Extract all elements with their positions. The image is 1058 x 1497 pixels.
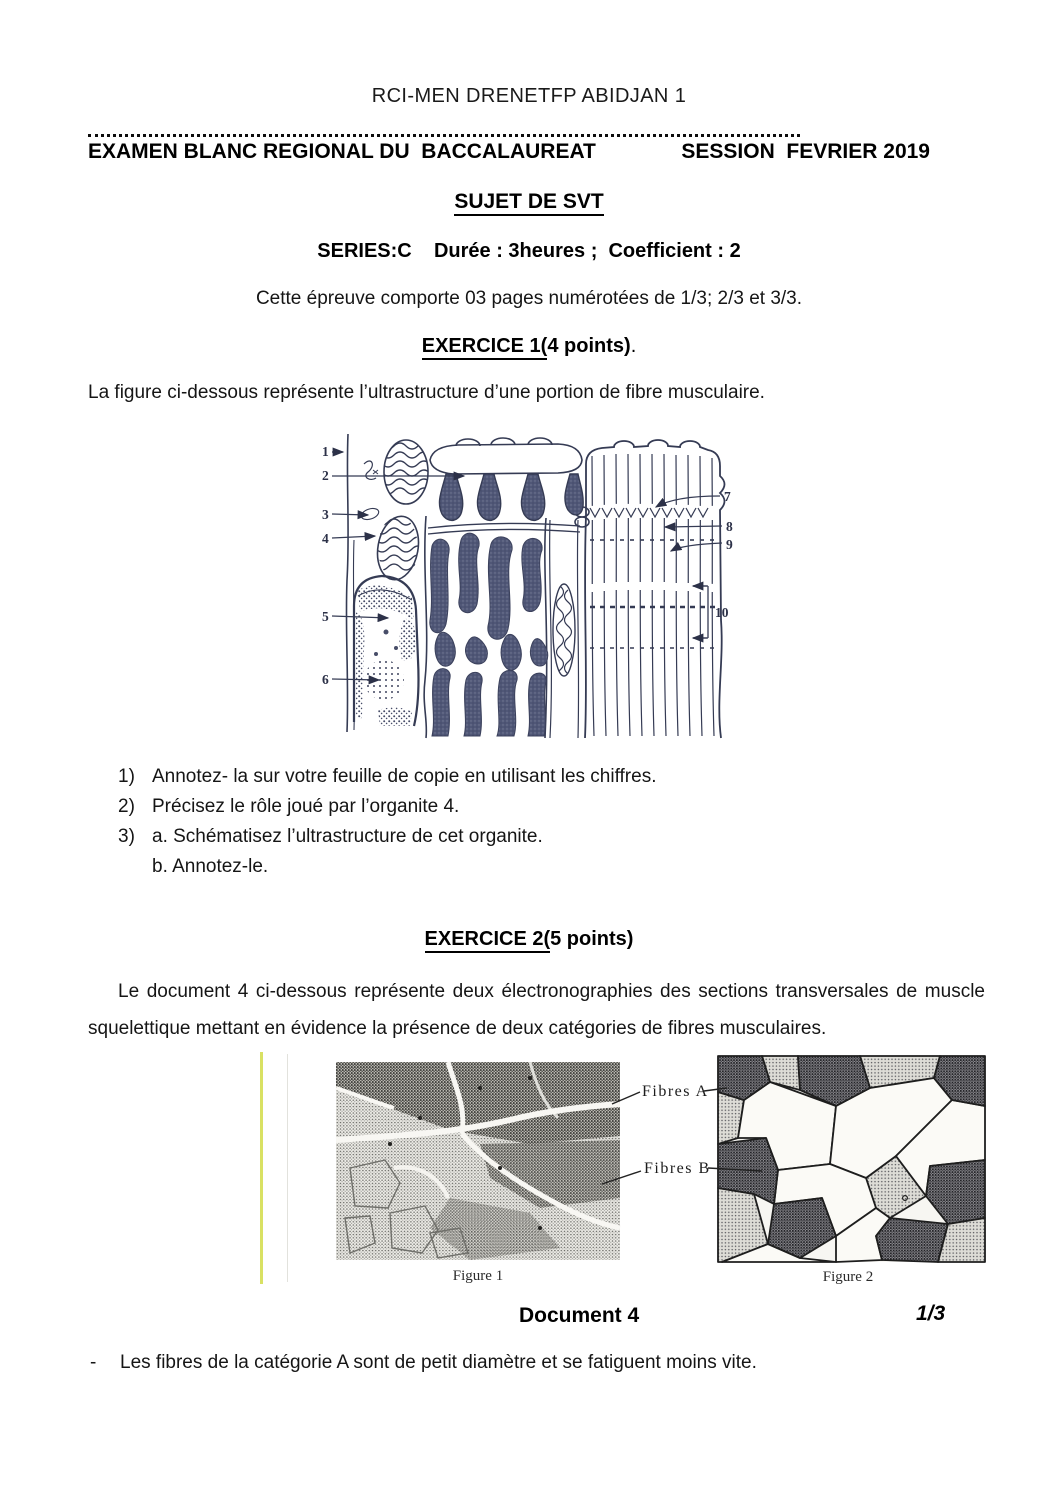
page-number: 1/3 — [916, 1302, 946, 1325]
figure-label-8: 8 — [726, 519, 733, 534]
bullet-dash: - — [90, 1352, 97, 1373]
exercise1-intro: La figure ci-dessous représente l’ultrastructure d’une portion de fibre musculaire. — [88, 382, 765, 403]
figure-label-4: 4 — [322, 531, 329, 546]
exercise2-intro: Le document 4 ci-dessous représente deux électronographies des sections transversales de muscle squelettique mettant en évidence la présence de deux catégories de fibres musculaires. — [88, 981, 985, 1039]
micrograph-figure1 — [336, 1062, 620, 1284]
question-marker: 2) — [118, 796, 135, 817]
exercise1-heading-points: 4 points) — [547, 335, 631, 357]
fibres-a-label: Fibres A — [642, 1083, 709, 1100]
figure-label-7: 7 — [724, 489, 731, 504]
muscle-ultrastructure-figure — [318, 420, 748, 745]
subject-title — [80, 190, 978, 214]
series-line: SERIES:C Durée : 3heures ; Coefficient : 2 — [317, 240, 741, 262]
subject-title-text: SUJET DE SVT — [454, 190, 603, 216]
document4-figure — [330, 1048, 990, 1296]
exercise2-heading-points: 5 points) — [550, 928, 634, 950]
question-item — [118, 822, 656, 852]
highlight-line — [260, 1052, 263, 1284]
bullet-text: Les fibres de la catégorie A sont de petit diamètre et se fatiguent moins vite. — [120, 1352, 757, 1373]
exam-title: EXAMEN BLANC REGIONAL DU BACCALAUREAT — [88, 140, 596, 163]
question-marker: 3) — [118, 826, 135, 847]
school-header: RCI-MEN DRENETFP ABIDJAN 1 — [371, 85, 687, 107]
figure-drawing — [332, 434, 725, 738]
exercise1-heading-underlined: EXERCICE 1( — [422, 335, 548, 360]
figure-label-9: 9 — [726, 537, 733, 552]
document4-caption: Document 4 — [519, 1304, 640, 1327]
question-text: Annotez- la sur votre feuille de copie en utilisant les chiffres. — [152, 766, 657, 787]
figure-label-5: 5 — [322, 609, 329, 624]
exercise2-heading — [80, 928, 978, 951]
exercise2-heading-underlined: EXERCICE 2( — [425, 928, 551, 953]
question-marker: 1) — [118, 766, 135, 787]
exercise1-questions — [118, 762, 656, 882]
pages-note: Cette épreuve comporte 03 pages numérotées de 1/3; 2/3 et 3/3. — [255, 288, 803, 309]
exercise1-heading — [80, 335, 978, 358]
figure-label-2: 2 — [322, 468, 329, 483]
figure-label-3: 3 — [322, 507, 329, 522]
question-item — [118, 792, 656, 822]
figure2-caption: Figure 2 — [822, 1269, 874, 1285]
question-item — [118, 852, 656, 882]
question-text: b. Annotez-le. — [152, 856, 269, 877]
question-item — [118, 762, 656, 792]
question-marker — [118, 852, 152, 882]
figure-label-10: 10 — [715, 605, 729, 620]
session-label: SESSION FEVRIER 2019 — [681, 140, 930, 163]
figure1-caption: Figure 1 — [452, 1268, 504, 1284]
scan-fold-line — [287, 1054, 288, 1282]
question-text: Précisez le rôle joué par l’organite 4. — [152, 796, 460, 817]
figure-label-1: 1 — [322, 444, 329, 459]
exam-title-row — [88, 140, 930, 164]
question-text: a. Schématisez l’ultrastructure de cet organite. — [152, 826, 543, 847]
exercise1-heading-suffix: . — [630, 335, 637, 357]
figure-label-6: 6 — [322, 672, 329, 687]
dotted-separator — [88, 120, 800, 137]
fibres-b-label: Fibres B — [644, 1160, 711, 1177]
